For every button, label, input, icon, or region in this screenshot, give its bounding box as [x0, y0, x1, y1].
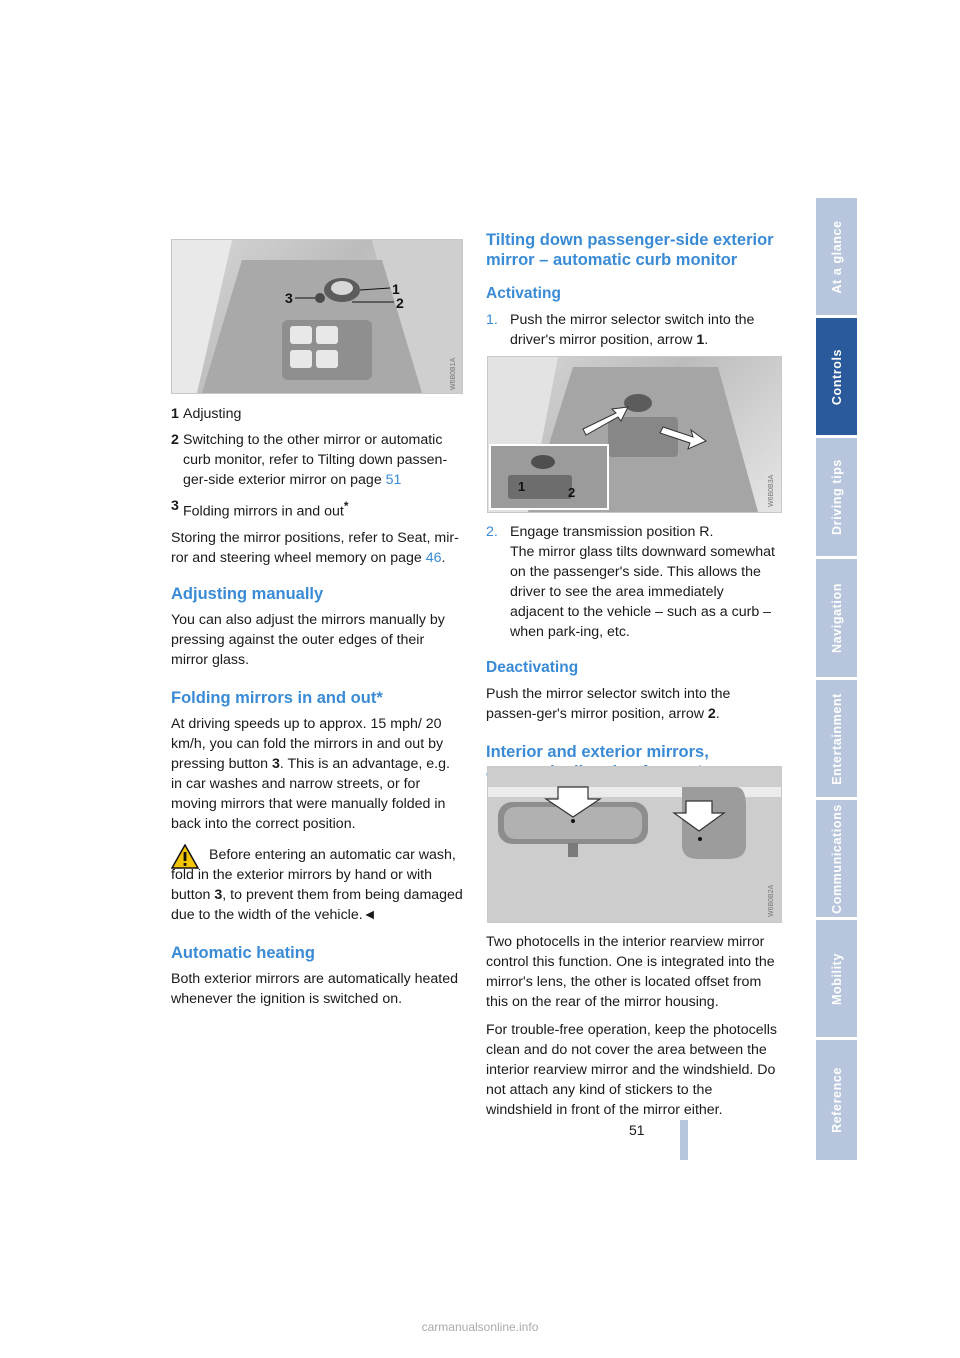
- step-text: Push the mirror selector switch into the driver's mirror position, arrow 1.: [510, 312, 755, 348]
- activating-heading: Activating: [486, 285, 561, 302]
- warning-text: Before entering an automatic car wash, fold in the exterior mirrors by hand or with button 3, to prevent them from being damaged due to the width of the vehicle.◄: [171, 846, 463, 923]
- tab-navigation[interactable]: Navigation: [816, 559, 857, 677]
- item-text: Switching to the other mirror or automatic curb monitor, refer to Tilting down passen-ger-side exterior mirror on page: [183, 432, 448, 488]
- step-number: 2.: [486, 524, 498, 540]
- item-text: Folding mirrors in and out: [183, 503, 344, 520]
- list-item: [171, 496, 463, 522]
- item-number: 3: [171, 498, 179, 514]
- left-column: [171, 404, 463, 1017]
- heating-text: Both exterior mirrors are automatically heated whenever the ignition is switched on.: [171, 970, 459, 1007]
- right-column-bottom: [486, 932, 780, 1128]
- tab-mobility[interactable]: Mobility: [816, 920, 857, 1037]
- deactivating-heading: Deactivating: [486, 659, 579, 676]
- item-text: Adjusting: [183, 406, 242, 422]
- list-item: [171, 404, 463, 424]
- dimming-text-2: For trouble-free operation, keep the photocells clean and do not cover the area between the interior rearview mirror and the windshield. Do not attach any kind of stickers to the windshield in front of the mirror either.: [486, 1022, 778, 1118]
- heating-heading: Automatic heating: [171, 943, 315, 962]
- right-column-top: [486, 230, 780, 356]
- step-item: [486, 522, 780, 642]
- rearview-mirror-figure: [487, 766, 782, 923]
- step-item: [486, 310, 780, 350]
- tab-communications[interactable]: Communications: [816, 800, 857, 917]
- optional-star: *: [343, 499, 349, 513]
- figure-code: W6B0B1A: [450, 357, 457, 390]
- tab-reference[interactable]: Reference: [816, 1040, 857, 1160]
- item-number: 1: [171, 406, 179, 422]
- dimming-heading: Interior and exterior mirrors,: [486, 743, 709, 761]
- mirror-controls-figure: [171, 239, 463, 394]
- tab-controls[interactable]: Controls: [816, 318, 857, 435]
- step-number: 1.: [486, 312, 498, 328]
- deactivating-text: Push the mirror selector switch into the passen-ger's mirror position, arrow 2.: [486, 686, 731, 722]
- adjusting-heading: Adjusting manually: [171, 584, 324, 603]
- page-link[interactable]: 51: [385, 472, 402, 488]
- storing-paragraph: Storing the mirror positions, refer to Seat, mir-ror and steering wheel memory on page 46.: [171, 529, 459, 566]
- mirror-selector-figure: [487, 356, 782, 513]
- figure-code: W6B0B3A: [768, 474, 775, 507]
- callout-3: 3: [285, 290, 293, 306]
- tab-entertainment[interactable]: Entertainment: [816, 680, 857, 797]
- figure-code: W6B0B2A: [768, 884, 775, 917]
- page-number: 51: [629, 1122, 645, 1138]
- footer-watermark[interactable]: carmanualsonline.info: [421, 1320, 539, 1334]
- right-column-middle: [486, 522, 780, 782]
- folding-heading: Folding mirrors in and out*: [171, 688, 383, 707]
- page-link[interactable]: 46: [425, 549, 442, 566]
- tab-at-a-glance[interactable]: At a glance: [816, 198, 857, 315]
- page-marker-bar: [680, 1120, 688, 1160]
- folding-text: At driving speeds up to approx. 15 mph/ 20 km/h, you can fold the mirrors in and out by pressing button 3. This is an advantage, e.g. in car washes and narrow streets, or for moving mirrors that were manually folded in back into the correct position.: [171, 715, 450, 832]
- callout-1: 1: [518, 479, 526, 494]
- item-number: 2: [171, 432, 179, 448]
- dimming-text-1: Two photocells in the interior rearview mirror control this function. One is integrated into the mirror's lens, the other is located offset from this on the rear of the mirror housing.: [486, 934, 775, 1010]
- callout-2: 2: [396, 295, 404, 311]
- adjusting-text: You can also adjust the mirrors manually by pressing against the outer edges of their mirror glass.: [171, 611, 445, 668]
- callout-1: 1: [392, 281, 400, 297]
- step-text: Engage transmission position R. The mirror glass tilts downward somewhat on the passenger's side. This allows the driver to see the area immediately adjacent to the vehicle – such as a curb – when park-ing, etc.: [510, 524, 775, 640]
- callout-2: 2: [568, 485, 576, 500]
- list-item: [171, 430, 463, 490]
- tab-driving-tips[interactable]: Driving tips: [816, 438, 857, 556]
- tilting-heading: Tilting down passenger-side exterior mirror – automatic curb monitor: [486, 231, 774, 269]
